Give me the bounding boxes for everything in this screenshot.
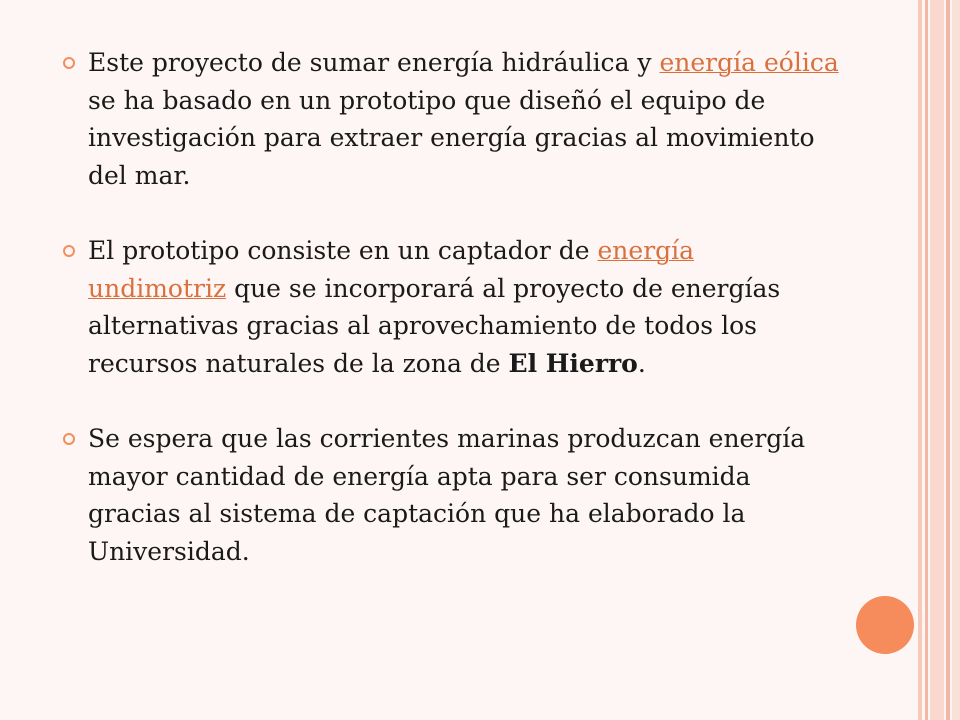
hollow-circle-bullet-icon [62,244,76,258]
hollow-circle-bullet-icon [62,432,76,446]
bullet-list [60,44,840,608]
bullet-text: El prototipo consiste en un captador de [88,236,598,265]
bullet-text: Se espera que las corrientes marinas produzcan energía mayor cantidad de energía apta para ser consumida gracias al sistema de captación que ha elaborado la Universidad. [88,424,806,566]
decorative-stripe [946,0,950,720]
decorative-stripe [952,0,960,720]
decorative-circle [856,596,914,654]
bullet-text: se ha basado en un prototipo que diseñó el equipo de investigación para extraer energía gracias al movimiento del mar. [88,85,815,190]
el-hierro-bold: El Hierro [508,348,638,378]
energia-eolica-link[interactable]: energía eólica [659,48,839,77]
bullet-item-2 [60,232,840,382]
bullet-text: que se incorporará al proyecto de energías alternativas gracias al aprovechamiento de todos los recursos naturales de la zona de [88,273,781,378]
bullet-item-3 [60,420,840,570]
decorative-stripe [930,0,944,720]
bullet-text: . [637,348,646,378]
bullet-item-1 [60,44,840,194]
hollow-circle-bullet-icon [62,56,76,70]
bullet-text: Este proyecto de sumar energía hidráulica y [88,48,660,77]
decorative-stripe [925,0,928,720]
energia-undimotriz-link[interactable]: energía undimotriz [88,236,695,303]
decorative-stripe [918,0,922,720]
